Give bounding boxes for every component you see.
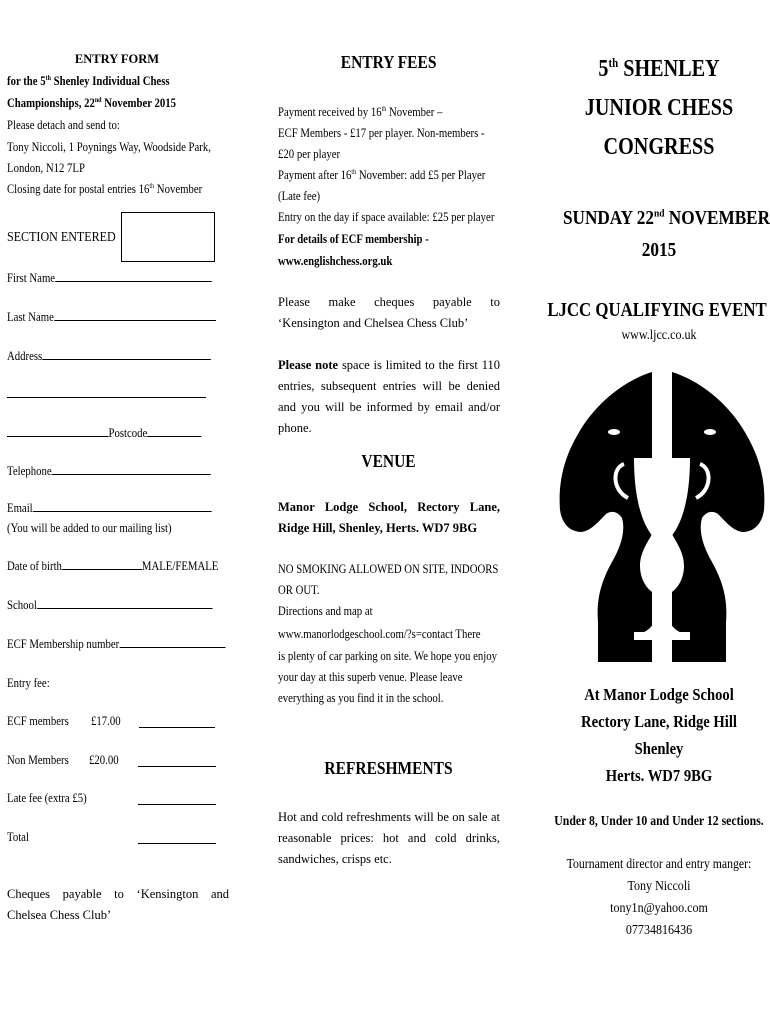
fee-line-total[interactable] bbox=[138, 843, 216, 844]
detach-instruction: Please detach and send to: bbox=[7, 118, 120, 132]
ecf-number-field[interactable]: ECF Membership number bbox=[7, 634, 225, 655]
entry-form-subtitle: for the 5th Shenley Individual Chess bbox=[7, 73, 170, 88]
location-line-2: Rectory Lane, Ridge Hill bbox=[581, 712, 737, 731]
congress-title-2: JUNIOR CHESS bbox=[584, 95, 734, 121]
postcode-field[interactable]: Postcode bbox=[7, 423, 201, 444]
fee-amount-ecf: £17.00 bbox=[91, 714, 121, 728]
director-email[interactable]: tony1n@yahoo.com bbox=[610, 901, 708, 916]
refreshments-heading: REFRESHMENTS bbox=[324, 758, 454, 778]
school-field[interactable]: School bbox=[7, 595, 212, 616]
entry-form-title: ENTRY FORM bbox=[74, 52, 160, 66]
postal-address-1: Tony Niccoli, 1 Poynings Way, Woodside Park, bbox=[7, 140, 211, 154]
refreshments-text: Hot and cold refreshments will be on sale at reasonable prices: hot and cold drinks, sandwiches, crisps etc. bbox=[278, 810, 500, 866]
entry-limit-note: Please note space is limited to the first 110 entries, subsequent entries will be denied and you will be informed by email and/or phone. bbox=[278, 358, 500, 435]
mailing-list-note: (You will be added to our mailing list) bbox=[7, 521, 172, 535]
ecf-website-link[interactable]: www.englishchess.org.uk bbox=[278, 254, 393, 268]
email-field[interactable]: Email bbox=[7, 498, 212, 519]
venue-line-7: everything as you find it in the school. bbox=[278, 691, 444, 705]
venue-line-3: Directions and map at bbox=[278, 604, 373, 618]
entry-form-subtitle-2: Championships, 22nd November 2015 bbox=[7, 95, 176, 110]
congress-title-1: 5th SHENLEY bbox=[598, 55, 720, 82]
ecf-details-label: For details of ECF membership - bbox=[278, 232, 429, 246]
fee-row-non-members: Non Members bbox=[7, 753, 69, 767]
location-line-4: Herts. WD7 9BG bbox=[605, 766, 713, 785]
venue-line-6: your day at this superb venue. Please leave bbox=[278, 670, 463, 684]
fee-line-ecf[interactable] bbox=[139, 727, 215, 728]
venue-address: Manor Lodge School, Rectory Lane, Ridge Hill, Shenley, Herts. WD7 9BG bbox=[278, 500, 500, 535]
congress-year: 2015 bbox=[641, 239, 677, 261]
director-phone: 07734816436 bbox=[625, 923, 693, 938]
last-name-field[interactable]: Last Name bbox=[7, 307, 216, 328]
first-name-field[interactable]: First Name bbox=[7, 268, 212, 289]
entry-fee-label: Entry fee: bbox=[7, 676, 50, 690]
fee-amount-non-members: £20.00 bbox=[89, 753, 119, 767]
section-entered-label: SECTION ENTERED bbox=[7, 230, 116, 245]
director-name: Tony Niccoli bbox=[627, 879, 691, 894]
telephone-field[interactable]: Telephone bbox=[7, 461, 211, 482]
congress-title-3: CONGRESS bbox=[603, 134, 715, 160]
qualifying-event: LJCC QUALIFYING EVENT bbox=[547, 299, 767, 321]
postal-address-2: London, N12 7LP bbox=[7, 161, 85, 175]
fee-line-non-members[interactable] bbox=[138, 766, 216, 767]
fee-info-line-4: Payment after 16th November: add £5 per Player bbox=[278, 167, 486, 182]
sections-info: Under 8, Under 10 and Under 12 sections. bbox=[554, 814, 764, 829]
fee-line-late[interactable] bbox=[138, 804, 216, 805]
fee-info-line-3: £20 per player bbox=[278, 147, 341, 161]
venue-line-2: OR OUT. bbox=[278, 583, 320, 597]
location-line-3: Shenley bbox=[634, 739, 684, 758]
fee-row-late: Late fee (extra £5) bbox=[7, 791, 87, 805]
venue-directions-link[interactable]: www.manorlodgeschool.com/?s=contact There bbox=[278, 627, 481, 641]
fee-row-ecf: ECF members bbox=[7, 714, 69, 728]
fee-info-line-6: Entry on the day if space available: £25 per player bbox=[278, 210, 495, 224]
fee-row-total: Total bbox=[7, 830, 29, 844]
fee-info-line-1: Payment received by 16th November – bbox=[278, 104, 443, 119]
chess-knights-trophy-logo bbox=[556, 362, 768, 662]
closing-date: Closing date for postal entries 16th November bbox=[7, 181, 203, 196]
fee-info-line-2: ECF Members - £17 per player. Non-members - bbox=[278, 126, 485, 140]
cheques-payable-note: Cheques payable to ‘Kensington and Chelsea Chess Club’ bbox=[7, 887, 229, 922]
entry-fees-heading: ENTRY FEES bbox=[341, 52, 437, 72]
ljcc-website-link[interactable]: www.ljcc.co.uk bbox=[621, 328, 697, 343]
fee-info-line-5: (Late fee) bbox=[278, 189, 321, 203]
venue-heading: VENUE bbox=[361, 451, 417, 471]
address-field[interactable]: Address bbox=[7, 346, 211, 367]
director-label: Tournament director and entry manger: bbox=[566, 857, 752, 872]
address-line-2[interactable] bbox=[7, 397, 206, 398]
dob-field[interactable]: Date of birth MALE/FEMALE bbox=[7, 559, 219, 573]
section-entered-box[interactable] bbox=[121, 212, 215, 262]
venue-line-1: NO SMOKING ALLOWED ON SITE, INDOORS bbox=[278, 562, 499, 576]
cheques-info: Please make cheques payable to ‘Kensington and Chelsea Chess Club’ bbox=[278, 295, 500, 330]
location-line-1: At Manor Lodge School bbox=[584, 685, 734, 704]
venue-line-5: is plenty of car parking on site. We hope you enjoy bbox=[278, 649, 497, 663]
congress-date: SUNDAY 22nd NOVEMBER bbox=[562, 207, 770, 229]
